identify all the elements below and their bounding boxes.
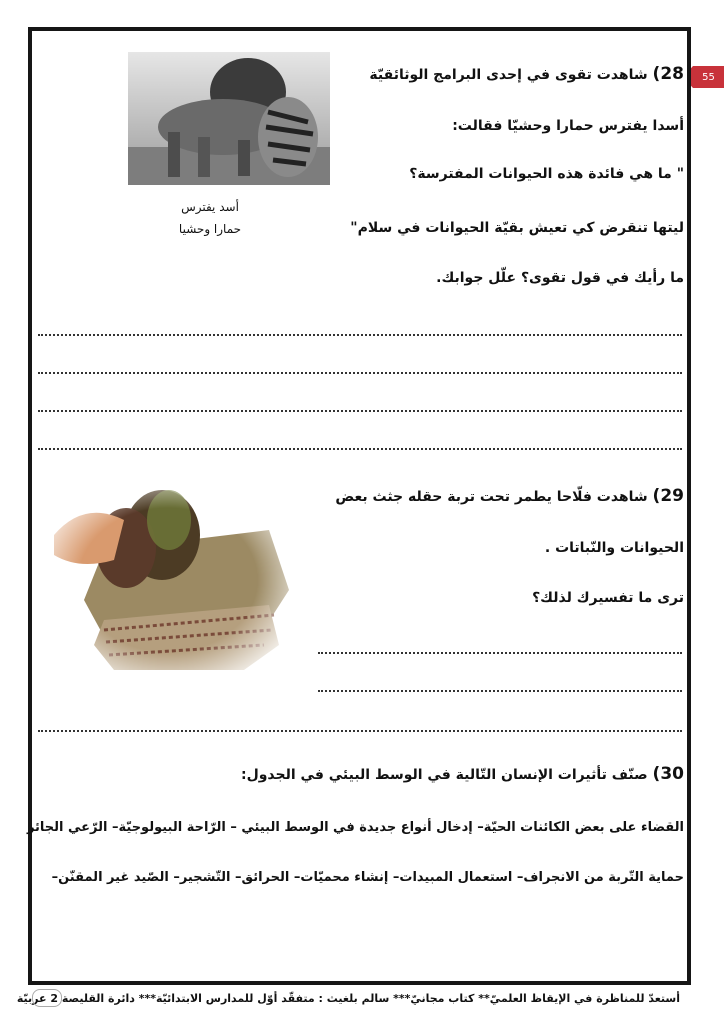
stamp-icon — [32, 989, 62, 1007]
q29-line-3: ترى ما تفسيرك لذلك؟ — [532, 590, 684, 606]
q30-number: 30) — [652, 764, 684, 784]
q30-line-3: حماية التّربة من الانجراف– استعمال المبيدات– إنشاء محميّات– الحرائق– التّشجير– الصّيد غير المقنّن– — [51, 870, 684, 885]
q30-line-2: القضاء على بعض الكائنات الحيّة– إدخال أنواع جديدة في الوسط البيئي – الرّاحة البيولوجيّة– الرّعي الجائر — [26, 820, 684, 835]
answer-line[interactable] — [38, 448, 682, 450]
q29-line-2: الحيوانات والنّباتات . — [544, 540, 684, 556]
answer-line[interactable] — [318, 652, 682, 654]
q28-line-1: 28) شاهدت تقوى في إحدى البرامج الوثائقيّة — [369, 64, 684, 84]
page-footer: أستعدّ للمناظرة في الإيقاظ العلميّ** كتاب مجانيّ*** سالم بلغيث : متفقّد أوّل للمدارس الابتدائيّة*** دائرة القليصة 2 عربيّة — [16, 992, 680, 1005]
lion-zebra-photo — [128, 52, 330, 185]
soil-hands-photo — [44, 480, 292, 680]
q30-line-1: 30) صنّف تأثيرات الإنسان التّالية في الوسط البيئي في الجدول: — [240, 764, 684, 784]
q28-line-3: " ما هي فائدة هذه الحيوانات المفترسة؟ — [409, 166, 684, 182]
page-number: 55 — [702, 71, 715, 83]
answer-line[interactable] — [38, 372, 682, 374]
answer-line[interactable] — [38, 410, 682, 412]
q28-line-4: ليتها تنقرض كي تعيش بقيّة الحيوانات في سلام" — [350, 220, 684, 236]
q28-number: 28) — [652, 64, 684, 84]
answer-line[interactable] — [318, 690, 682, 692]
photo-caption-1: أسد يفترس — [181, 200, 239, 214]
q28-line-5: ما رأيك في قول تقوى؟ علّل جوابك. — [436, 270, 684, 286]
answer-line[interactable] — [38, 334, 682, 336]
photo-caption-2: حمارا وحشيا — [178, 222, 242, 236]
q28-line-2: أسدا يفترس حمارا وحشيّا فقالت: — [452, 118, 684, 134]
answer-line[interactable] — [38, 730, 682, 732]
q29-number: 29) — [652, 486, 684, 506]
page-number-tab — [693, 66, 724, 88]
q29-line-1: 29) شاهدت فلّاحا يطمر تحت تربة حقله جثث بعض — [335, 486, 684, 506]
